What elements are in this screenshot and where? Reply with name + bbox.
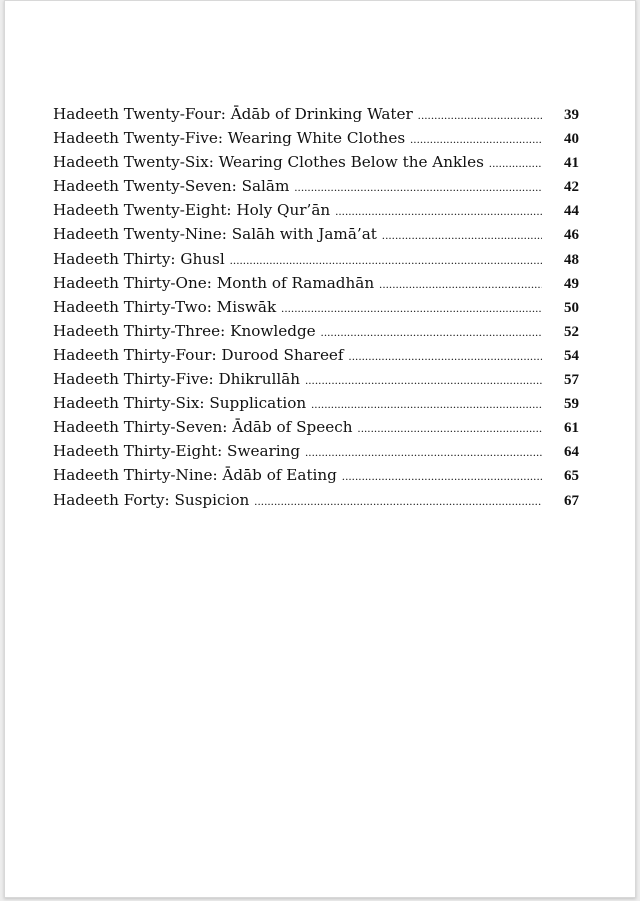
toc-dot-leader xyxy=(358,421,542,436)
toc-dot-leader xyxy=(382,228,542,243)
toc-entry[interactable] xyxy=(53,322,579,346)
toc-page-number: 48 xyxy=(564,251,579,268)
toc-entry[interactable] xyxy=(53,418,579,442)
toc-page-number: 44 xyxy=(564,203,579,220)
toc-page-number: 64 xyxy=(564,444,579,461)
toc-dot-leader xyxy=(281,301,542,316)
toc-entry[interactable] xyxy=(53,177,579,201)
toc-entry-title: Hadeeth Twenty-Six: Wearing Clothes Below the Ankles xyxy=(53,153,484,172)
toc-entry[interactable] xyxy=(53,394,579,418)
toc-entry[interactable] xyxy=(53,298,579,322)
toc-dot-leader xyxy=(230,253,542,268)
toc-page-number: 49 xyxy=(564,275,579,292)
toc-entry[interactable] xyxy=(53,105,579,129)
toc-entry-title: Hadeeth Forty: Suspicion xyxy=(53,490,250,509)
toc-page-number: 50 xyxy=(564,299,579,316)
toc-entry[interactable] xyxy=(53,201,579,225)
toc-entry-title: Hadeeth Thirty-Nine: Ādāb of Eating xyxy=(53,466,337,485)
toc-entry-title: Hadeeth Twenty-Five: Wearing White Clothes xyxy=(53,129,406,148)
toc-entry-title: Hadeeth Thirty-Two: Miswāk xyxy=(53,297,277,316)
toc-entry-title: Hadeeth Thirty-Seven: Ādāb of Speech xyxy=(53,418,353,437)
toc-entry-title: Hadeeth Thirty: Ghusl xyxy=(53,249,225,268)
toc-entry[interactable] xyxy=(53,274,579,298)
toc-page-number: 52 xyxy=(564,323,579,340)
toc-entry-title: Hadeeth Thirty-Eight: Swearing xyxy=(53,442,301,461)
toc-entry[interactable] xyxy=(53,442,579,466)
toc-entry-title: Hadeeth Thirty-Three: Knowledge xyxy=(53,321,316,340)
toc-page-number: 41 xyxy=(564,155,579,172)
toc-page-number: 46 xyxy=(564,227,579,244)
toc-dot-leader xyxy=(410,132,542,147)
toc-page-number: 39 xyxy=(564,107,579,123)
toc-entry-title: Hadeeth Thirty-Five: Dhikrullāh xyxy=(53,370,301,389)
toc-entry-title: Hadeeth Thirty-One: Month of Ramadhān xyxy=(53,273,375,292)
toc-entry[interactable] xyxy=(53,153,579,177)
toc-entry-title: Hadeeth Thirty-Six: Supplication xyxy=(53,394,307,413)
toc-dot-leader xyxy=(305,373,542,388)
toc-page-number: 61 xyxy=(564,420,579,437)
toc-dot-leader xyxy=(489,156,542,171)
toc-page-number: 54 xyxy=(564,347,579,364)
toc-dot-leader xyxy=(305,445,542,460)
toc-page-number: 67 xyxy=(564,492,579,509)
toc-entry[interactable] xyxy=(53,370,579,394)
toc-dot-leader xyxy=(294,180,542,195)
toc-dot-leader xyxy=(335,204,542,219)
toc-page-number: 57 xyxy=(564,372,579,389)
toc-entry[interactable] xyxy=(53,466,579,490)
toc-entry[interactable] xyxy=(53,346,579,370)
toc-entry-title: Hadeeth Twenty-Four: Ādāb of Drinking Water xyxy=(53,105,413,123)
toc-page-number: 40 xyxy=(564,131,579,148)
toc-page-number: 59 xyxy=(564,396,579,413)
toc-page-number: 65 xyxy=(564,468,579,485)
toc-entry-title: Hadeeth Twenty-Eight: Holy Qur’ān xyxy=(53,201,331,220)
toc-entry[interactable] xyxy=(53,129,579,153)
toc-entry-title: Hadeeth Twenty-Seven: Salām xyxy=(53,177,290,196)
toc-entry[interactable] xyxy=(53,225,579,249)
toc-dot-leader xyxy=(254,494,542,509)
toc-entry[interactable] xyxy=(53,491,579,515)
toc-dot-leader xyxy=(418,108,542,123)
toc-dot-leader xyxy=(321,325,542,340)
toc-dot-leader xyxy=(379,277,542,292)
toc-entry[interactable] xyxy=(53,250,579,274)
toc-entry-title: Hadeeth Twenty-Nine: Salāh with Jamā’at xyxy=(53,225,377,244)
toc-entry-title: Hadeeth Thirty-Four: Durood Shareef xyxy=(53,345,344,364)
table-of-contents xyxy=(53,105,579,515)
toc-dot-leader xyxy=(342,469,542,484)
toc-dot-leader xyxy=(311,397,542,412)
document-page xyxy=(4,0,636,898)
toc-dot-leader xyxy=(349,349,542,364)
toc-page-number: 42 xyxy=(564,179,579,196)
